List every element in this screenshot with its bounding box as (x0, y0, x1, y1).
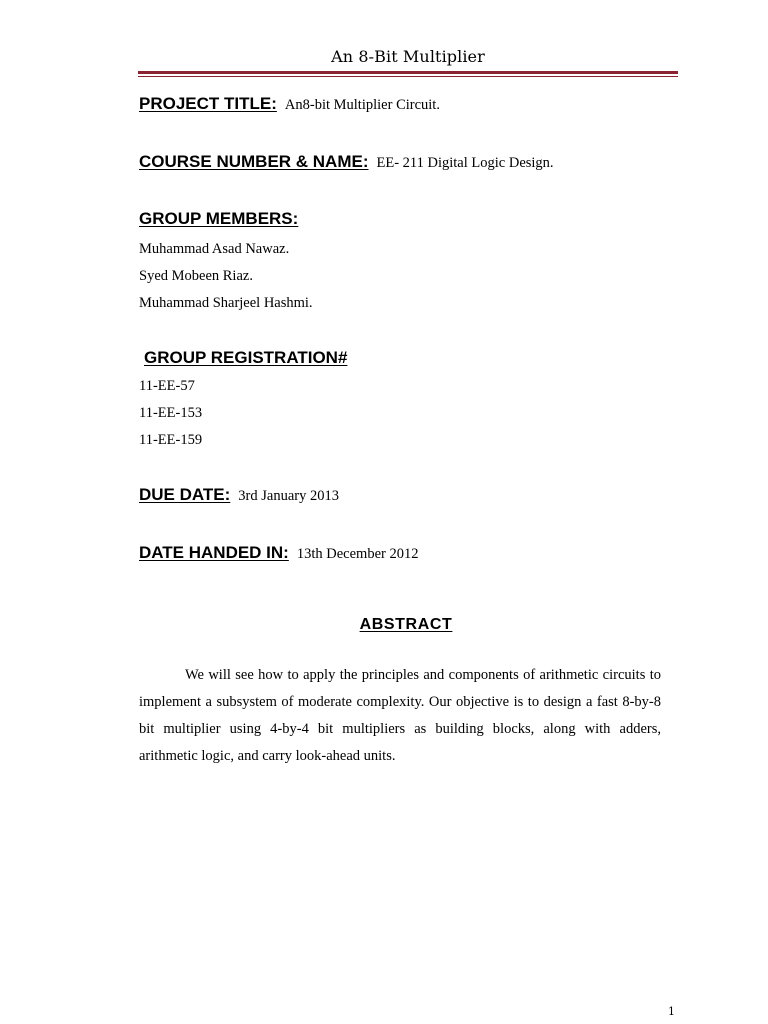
due-date-label: DUE DATE: (139, 485, 231, 504)
registration-number-1: 11-EE-57 (139, 378, 195, 394)
date-handed-in-label: DATE HANDED IN: (139, 543, 289, 562)
course-value: EE- 211 Digital Logic Design. (376, 155, 554, 171)
abstract-body: We will see how to apply the principles and components of arithmetic circuits to implement a subsystem of moderate complexity. Our objective is to design a fast 8-by-8 bit multiplier using 4-by-4 bit multipliers as building blocks, along with adders, arithmetic logic, and carry look-ahead units. (139, 667, 661, 764)
registration-number-3: 11-EE-159 (139, 432, 203, 448)
group-member-1: Muhammad Asad Nawaz. (139, 241, 290, 257)
due-date-field (139, 485, 339, 505)
group-members-heading: GROUP MEMBERS: (139, 209, 299, 228)
group-member-3: Muhammad Sharjeel Hashmi. (139, 295, 313, 311)
due-date-value: 3rd January 2013 (238, 488, 339, 504)
course-label: COURSE NUMBER & NAME: (139, 152, 369, 171)
project-title-field (139, 94, 440, 114)
date-handed-in-value: 13th December 2012 (296, 546, 419, 562)
registration-number-2: 11-EE-153 (139, 405, 203, 421)
document-title: An 8-Bit Multiplier (331, 47, 485, 66)
course-field (139, 152, 554, 172)
project-title-value: An8-bit Multiplier Circuit. (284, 97, 440, 113)
header-rule-thin (138, 76, 678, 77)
header-rule-thick (138, 71, 678, 74)
group-registration-heading: GROUP REGISTRATION# (144, 348, 348, 367)
date-handed-in-field (139, 543, 418, 563)
abstract-heading: ABSTRACT (359, 616, 453, 633)
group-member-2: Syed Mobeen Riaz. (139, 268, 253, 284)
project-title-label: PROJECT TITLE: (139, 94, 277, 113)
page-number: 1 (668, 1005, 675, 1018)
